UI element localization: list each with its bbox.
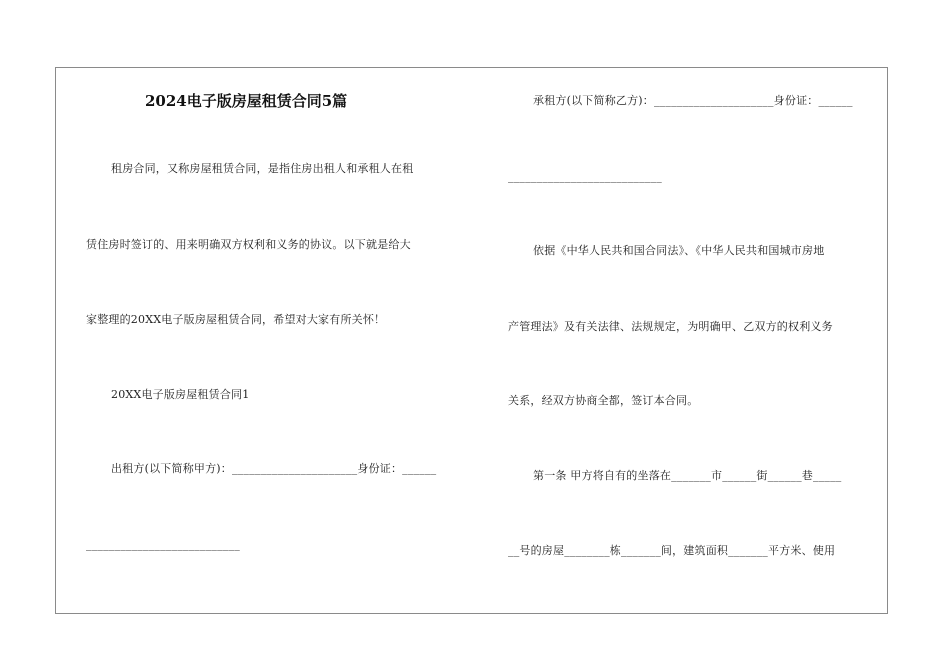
intro-paragraph-line-2: 赁住房时签订的、用来明确双方权利和义务的协议。以下就是给大 — [86, 238, 411, 251]
lessor-line: 出租方(以下简称甲方)：______________________身份证：______ — [111, 462, 437, 475]
lessee-line: 承租方(以下简称乙方)：_____________________身份证：______ — [533, 94, 853, 107]
article-one-line-2: __号的房屋________栋_______间，建筑面积_______平方米、使用 — [508, 544, 836, 557]
document-title: 2024电子版房屋租赁合同5篇 — [145, 92, 348, 110]
lessee-blank-line: ___________________________ — [508, 170, 662, 183]
intro-paragraph-line-3: 家整理的20XX电子版房屋租赁合同，希望对大家有所关怀！ — [86, 313, 386, 326]
section-heading: 20XX电子版房屋租赁合同1 — [111, 388, 250, 401]
lessor-blank-line: ___________________________ — [86, 538, 240, 551]
basis-paragraph-line-3: 关系，经双方协商全都，签订本合同。 — [508, 394, 699, 407]
article-one-line-1: 第一条 甲方将自有的坐落在_______市______街______巷_____ — [533, 469, 842, 482]
intro-paragraph-line-1: 租房合同，又称房屋租赁合同，是指住房出租人和承租人在租 — [111, 162, 414, 175]
document-page-frame — [55, 67, 888, 614]
basis-paragraph-line-1: 依据《中华人民共和国合同法》、《中华人民共和国城市房地 — [533, 244, 825, 257]
basis-paragraph-line-2: 产管理法》及有关法律、法规规定，为明确甲、乙双方的权利义务 — [508, 320, 833, 333]
